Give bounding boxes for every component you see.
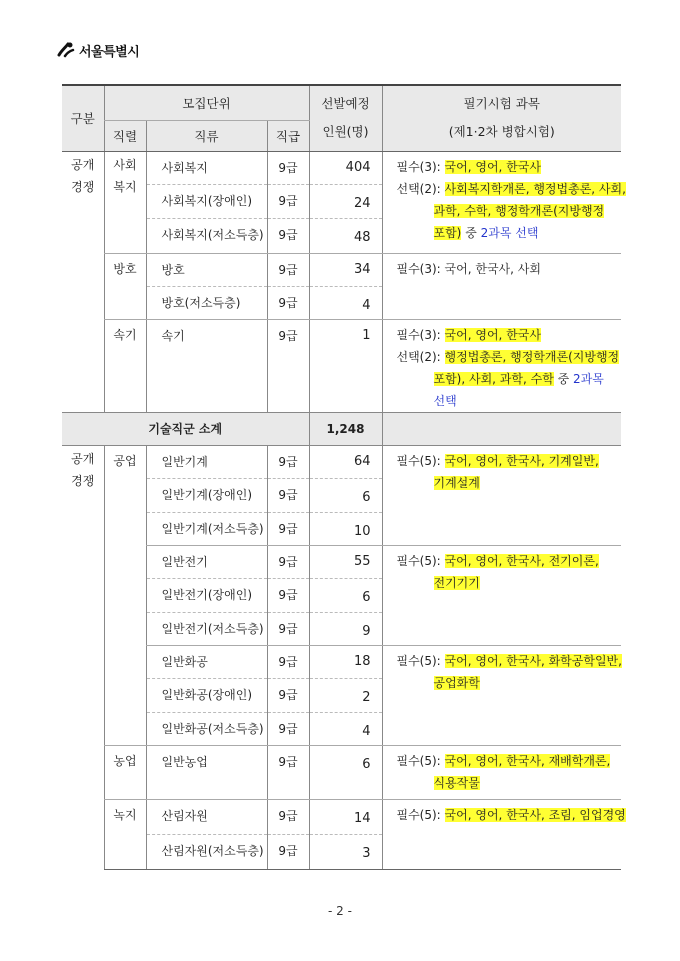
grade-cell: 9급	[267, 578, 309, 612]
subjects-welfare	[382, 151, 626, 253]
quota-cell: 1	[309, 319, 382, 412]
grade-cell: 9급	[267, 253, 309, 286]
org-name: 서울특별시	[79, 44, 140, 60]
seoul-logo	[56, 40, 139, 60]
subject-required: 기계설계	[433, 475, 480, 490]
subject-label: 필수(5):	[396, 653, 445, 668]
subjects-forest	[382, 799, 626, 869]
subject-optional: 포함)	[433, 225, 462, 240]
series-welfare	[104, 151, 146, 253]
grade-cell: 9급	[267, 151, 309, 184]
subject-label: 선택(2):	[396, 349, 445, 364]
grade-cell: 9급	[267, 286, 309, 319]
series-agri: 농업	[104, 745, 146, 799]
subject-choice-suffix: 선택	[433, 393, 457, 408]
quota-cell: 4	[309, 286, 382, 319]
grade-cell: 9급	[267, 745, 309, 799]
subject-optional: 행정법총론, 행정학개론(지방행정	[444, 349, 620, 364]
grade-cell: 9급	[267, 184, 309, 218]
header-quota-line2: 인원(명)	[322, 124, 369, 140]
grade-cell: 9급	[267, 612, 309, 645]
category-cell: 방호	[146, 253, 267, 286]
quota-cell: 6	[309, 478, 382, 512]
quota-cell: 9	[309, 612, 382, 645]
grade-cell: 9급	[267, 834, 309, 869]
category-cell: 일반전기(저소득층)	[146, 612, 267, 645]
quota-cell: 24	[309, 184, 382, 218]
series-label: 복지	[113, 179, 137, 194]
gubun-label: 경쟁	[71, 473, 95, 488]
grade-cell: 9급	[267, 799, 309, 834]
grade-cell: 9급	[267, 678, 309, 712]
series-steno: 속기	[104, 319, 146, 412]
gubun-label: 경쟁	[71, 179, 95, 194]
subject-required: 국어, 영어, 한국사, 기계일반,	[444, 453, 599, 468]
quota-cell: 6	[309, 578, 382, 612]
seoul-logo-icon	[56, 40, 76, 60]
subjects-steno	[382, 319, 621, 412]
subject-optional: 사회복지학개론, 행정법총론, 사회,	[444, 181, 626, 196]
category-cell: 일반화공	[146, 645, 267, 678]
table-row	[62, 445, 621, 478]
category-cell: 일반기계(저소득층)	[146, 512, 267, 545]
subjects-guard: 필수(3): 국어, 한국사, 사회	[382, 253, 621, 319]
table-row	[62, 545, 621, 578]
header-series: 직렬	[104, 120, 146, 151]
subject-required: 식용작물	[433, 775, 480, 790]
quota-cell: 2	[309, 678, 382, 712]
category-cell: 일반화공(장애인)	[146, 678, 267, 712]
subject-required: 국어, 영어, 한국사, 전기이론,	[444, 553, 599, 568]
quota-cell: 55	[309, 545, 382, 578]
category-cell: 산림자원	[146, 799, 267, 834]
quota-cell: 34	[309, 253, 382, 286]
category-cell: 사회복지(장애인)	[146, 184, 267, 218]
subtotal-label: 기술직군 소계	[62, 412, 309, 445]
subtotal-row	[62, 412, 621, 445]
subject-required: 국어, 영어, 한국사	[444, 327, 541, 342]
header-grade: 직급	[267, 120, 309, 151]
subjects-mech	[382, 445, 621, 545]
grade-cell: 9급	[267, 712, 309, 745]
category-cell: 산림자원(저소득층)	[146, 834, 267, 869]
page-number: - 2 -	[328, 904, 352, 918]
recruitment-table	[62, 84, 626, 870]
subtotal-value: 1,248	[309, 412, 382, 445]
subject-label: 필수(3):	[396, 159, 445, 174]
gubun-cell-2	[62, 445, 104, 869]
subject-optional: 포함), 사회, 과학, 수학	[433, 371, 554, 386]
gubun-label: 공개	[71, 451, 95, 466]
header-quota	[309, 85, 382, 151]
category-cell: 방호(저소득층)	[146, 286, 267, 319]
category-cell: 일반전기(장애인)	[146, 578, 267, 612]
subject-required: 국어, 영어, 한국사	[444, 159, 541, 174]
table-row	[62, 799, 621, 834]
subject-required: 공업화학	[433, 675, 480, 690]
quota-cell: 18	[309, 645, 382, 678]
quota-cell: 64	[309, 445, 382, 478]
table-row	[62, 645, 621, 678]
subject-choice-count: 2과목	[573, 371, 604, 386]
grade-cell: 9급	[267, 512, 309, 545]
subjects-elec	[382, 545, 621, 645]
category-cell: 일반기계(장애인)	[146, 478, 267, 512]
series-forest: 녹지	[104, 799, 146, 869]
category-cell: 사회복지(저소득층)	[146, 218, 267, 253]
category-cell: 일반전기	[146, 545, 267, 578]
subject-optional: 과학, 수학, 행정학개론(지방행정	[433, 203, 605, 218]
header-quota-line1: 선발예정	[321, 96, 370, 112]
category-cell: 사회복지	[146, 151, 267, 184]
gubun-label: 공개	[71, 157, 95, 172]
subject-text: 중	[461, 225, 481, 240]
subtotal-empty	[382, 412, 621, 445]
subject-required: 전기기기	[433, 575, 480, 590]
grade-cell: 9급	[267, 645, 309, 678]
subject-label: 필수(3):	[396, 327, 445, 342]
subject-label: 필수(5):	[396, 553, 445, 568]
header-subject-line2: (제1·2차 병합시험)	[448, 124, 555, 140]
table-row	[62, 253, 621, 286]
subject-required: 국어, 영어, 한국사, 조림, 임업경영	[444, 807, 626, 822]
grade-cell: 9급	[267, 478, 309, 512]
subject-label: 필수(5):	[396, 453, 445, 468]
category-cell: 속기	[146, 319, 267, 412]
subject-choice-count: 2과목 선택	[480, 225, 539, 240]
subject-label: 선택(2):	[396, 181, 445, 196]
grade-cell: 9급	[267, 319, 309, 412]
quota-cell: 3	[309, 834, 382, 869]
category-cell: 일반농업	[146, 745, 267, 799]
quota-cell: 10	[309, 512, 382, 545]
subject-required: 국어, 영어, 한국사, 화학공학일반,	[444, 653, 622, 668]
header-gubun: 구분	[62, 85, 104, 151]
header-category: 직류	[146, 120, 267, 151]
quota-cell: 48	[309, 218, 382, 253]
series-guard: 방호	[104, 253, 146, 319]
table-row	[62, 745, 621, 799]
grade-cell: 9급	[267, 218, 309, 253]
gubun-cell-1	[62, 151, 104, 412]
subjects-agri	[382, 745, 621, 799]
category-cell: 일반기계	[146, 445, 267, 478]
header-unit-group: 모집단위	[104, 85, 309, 120]
quota-cell: 14	[309, 799, 382, 834]
subject-text: 중	[553, 371, 574, 386]
category-cell: 일반화공(저소득층)	[146, 712, 267, 745]
subject-label: 필수(5):	[396, 753, 445, 768]
header-subject-line1: 필기시험 과목	[463, 96, 540, 112]
table-header	[62, 85, 621, 151]
grade-cell: 9급	[267, 545, 309, 578]
quota-cell: 6	[309, 745, 382, 799]
subject-label: 필수(5):	[396, 807, 445, 822]
header-subject	[382, 85, 621, 151]
quota-cell: 404	[309, 151, 382, 184]
table-row	[62, 151, 621, 184]
series-label: 사회	[113, 157, 137, 172]
subject-required: 국어, 영어, 한국사, 재배학개론,	[444, 753, 611, 768]
subjects-chem	[382, 645, 621, 745]
series-industry: 공업	[104, 445, 146, 745]
table-row	[62, 319, 621, 412]
quota-cell: 4	[309, 712, 382, 745]
grade-cell: 9급	[267, 445, 309, 478]
